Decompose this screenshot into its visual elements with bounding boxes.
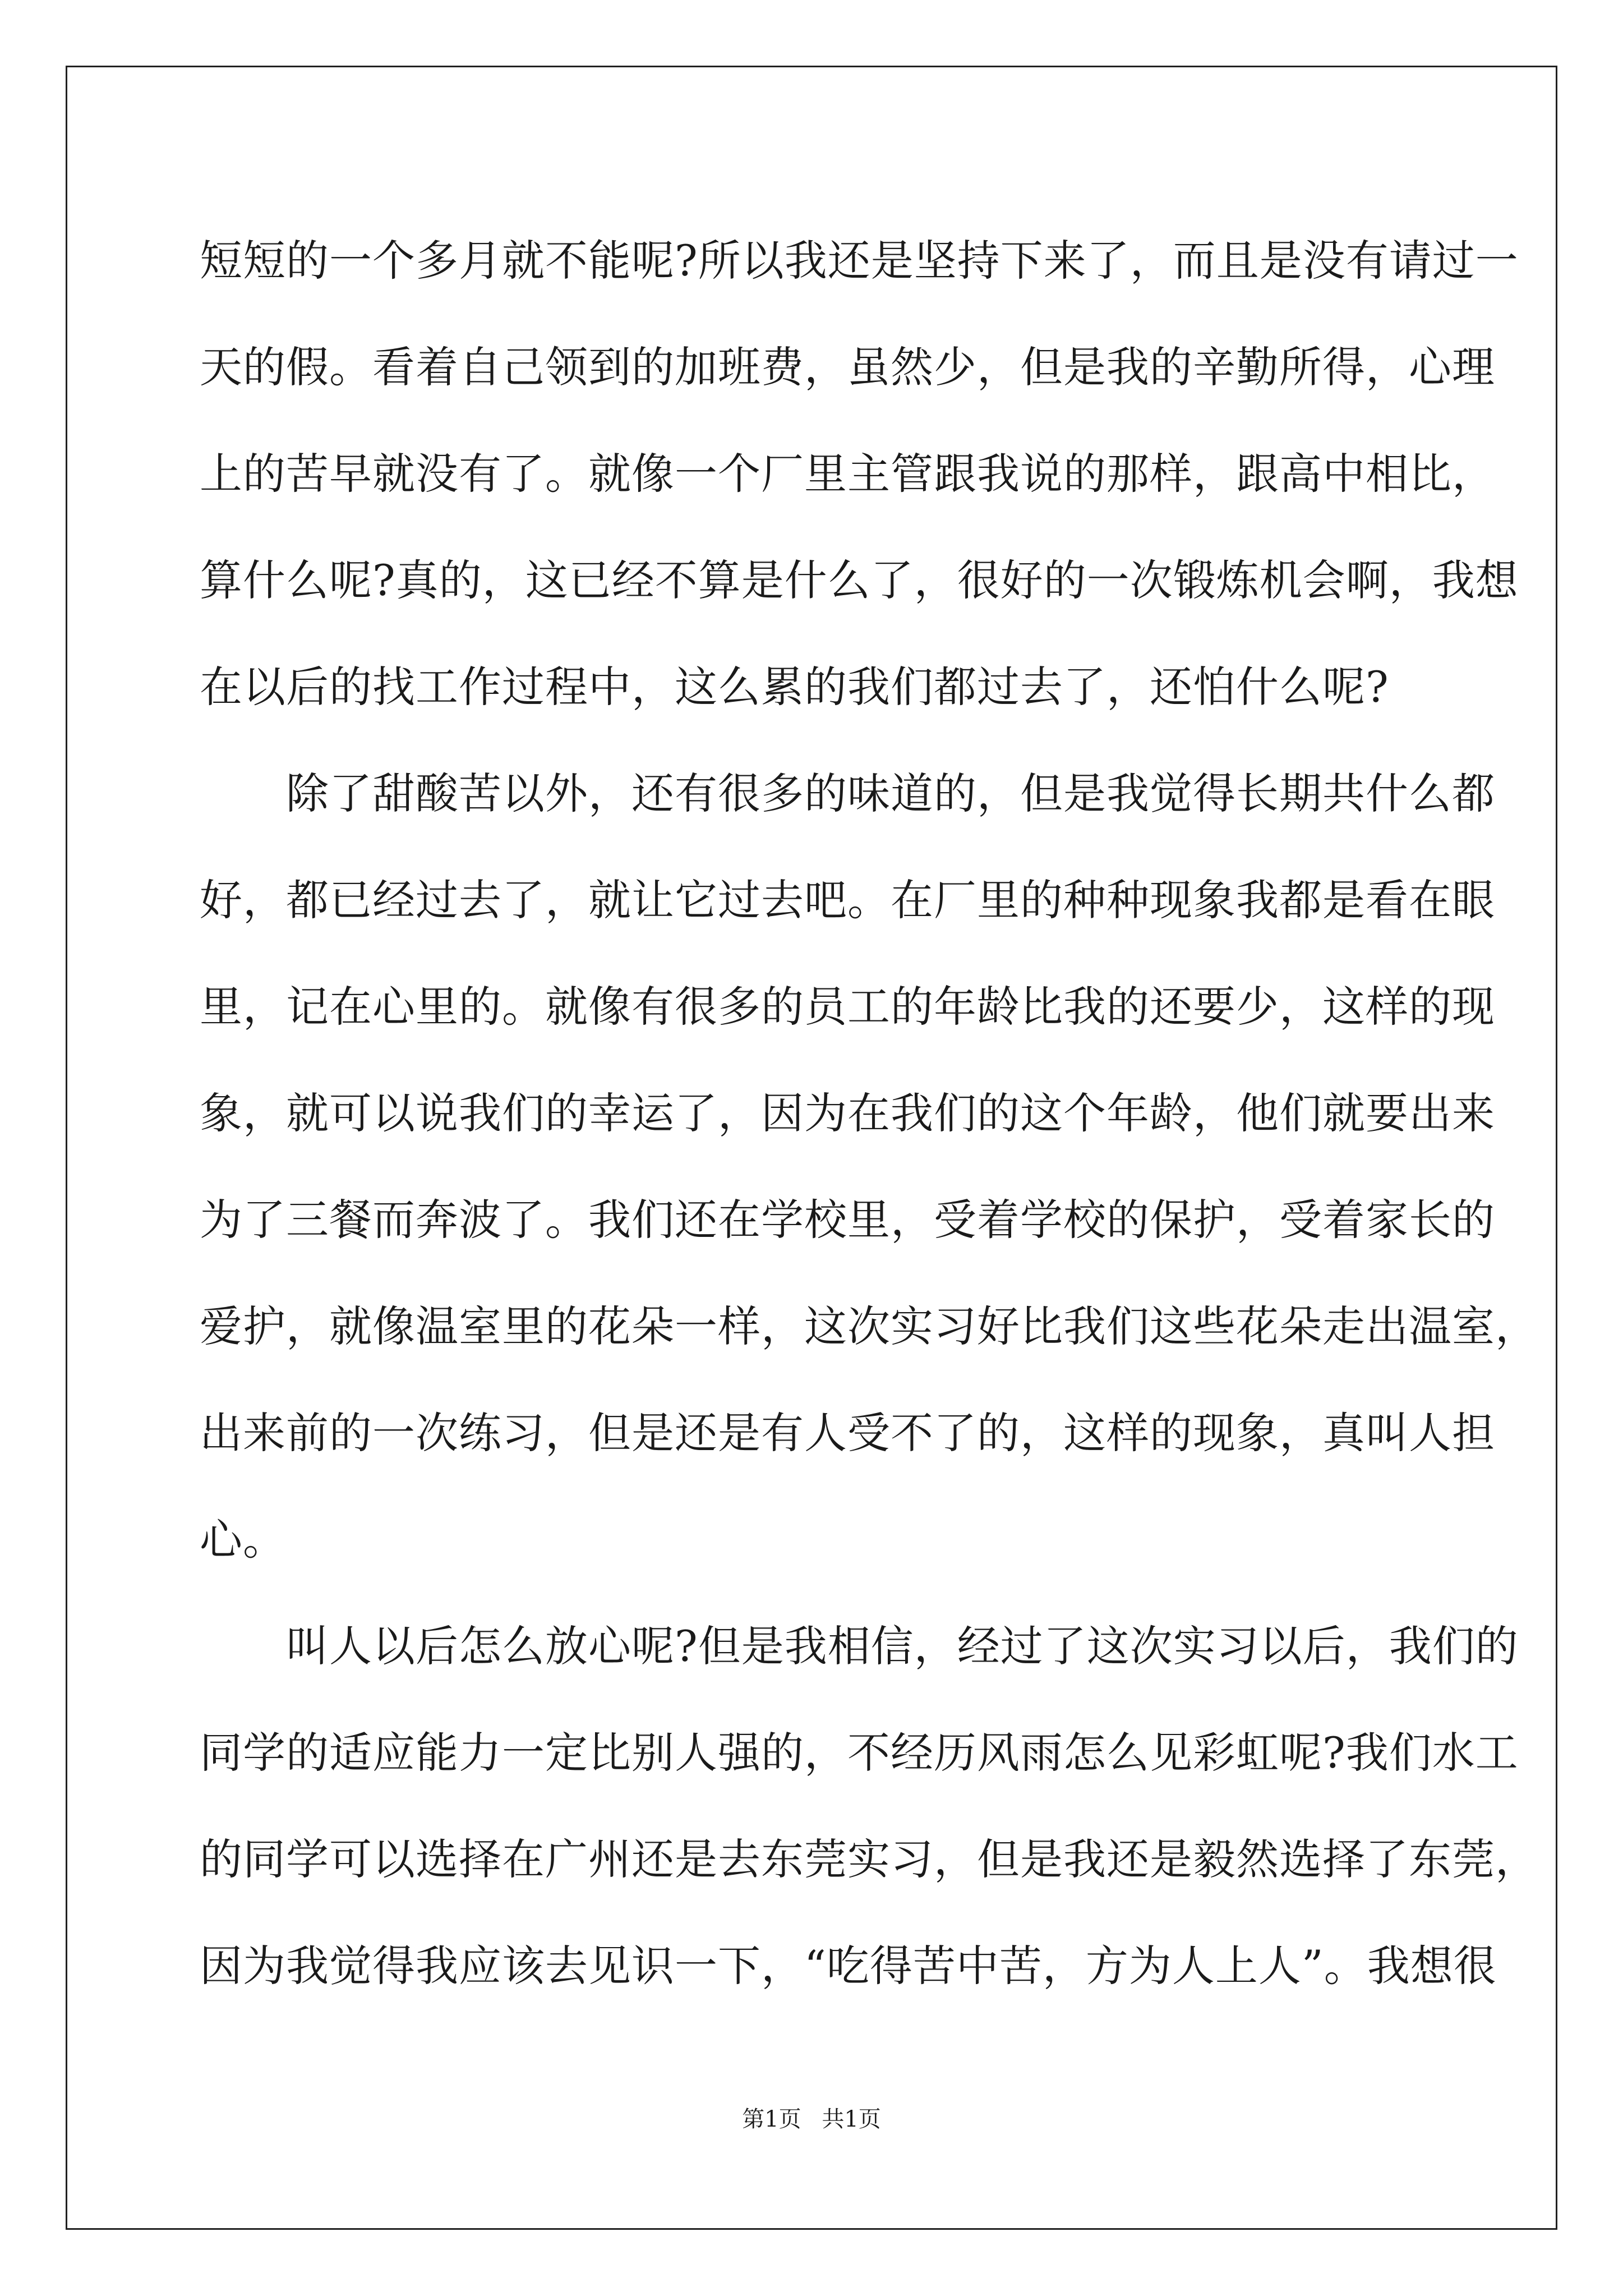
text-line-16: 的同学可以选择在广州还是去东莞实习，但是我还是毅然选择了东莞， bbox=[200, 1834, 1538, 1884]
text-line-14: 叫人以后怎么放心呢?但是我相信，经过了这次实习以后，我们的 bbox=[200, 1621, 1519, 1671]
text-line-5: 在以后的找工作过程中，这么累的我们都过去了，还怕什么呢? bbox=[200, 662, 1389, 712]
text-line-11: 爱护，就像温室里的花朵一样，这次实习好比我们这些花朵走出温室， bbox=[200, 1301, 1538, 1351]
text-line-9: 象，就可以说我们的幸运了，因为在我们的这个年龄，他们就要出来 bbox=[200, 1088, 1495, 1138]
page-number-label: 第1页 bbox=[742, 2106, 801, 2132]
text-line-15: 同学的适应能力一定比别人强的，不经历风雨怎么见彩虹呢?我们水工 bbox=[200, 1728, 1519, 1778]
text-line-6: 除了甜酸苦以外，还有很多的味道的，但是我觉得长期共什么都 bbox=[200, 769, 1495, 818]
text-line-10: 为了三餐而奔波了。我们还在学校里，受着学校的保护，受着家长的 bbox=[200, 1195, 1495, 1245]
text-line-7: 好，都已经过去了，就让它过去吧。在厂里的种种现象我都是看在眼 bbox=[200, 875, 1495, 925]
page-total-label: 共1页 bbox=[822, 2106, 881, 2132]
text-line-12: 出来前的一次练习，但是还是有人受不了的，这样的现象，真叫人担 bbox=[200, 1408, 1495, 1458]
text-line-3: 上的苦早就没有了。就像一个厂里主管跟我说的那样，跟高中相比， bbox=[200, 449, 1495, 499]
text-line-1: 短短的一个多月就不能呢?所以我还是坚持下来了，而且是没有请过一 bbox=[200, 236, 1519, 286]
text-line-13: 心。 bbox=[200, 1515, 286, 1565]
text-line-17: 因为我觉得我应该去见识一下，“吃得苦中苦，方为人上人”。我想很 bbox=[200, 1941, 1497, 1991]
text-line-2: 天的假。看着自己领到的加班费，虽然少，但是我的辛勤所得，心理 bbox=[200, 342, 1495, 392]
text-line-8: 里，记在心里的。就像有很多的员工的年龄比我的还要少，这样的现 bbox=[200, 982, 1495, 1032]
body-text bbox=[200, 208, 1538, 2019]
text-line-4: 算什么呢?真的，这已经不算是什么了，很好的一次锻炼机会啊，我想 bbox=[200, 555, 1519, 605]
page-footer bbox=[0, 2102, 1623, 2136]
